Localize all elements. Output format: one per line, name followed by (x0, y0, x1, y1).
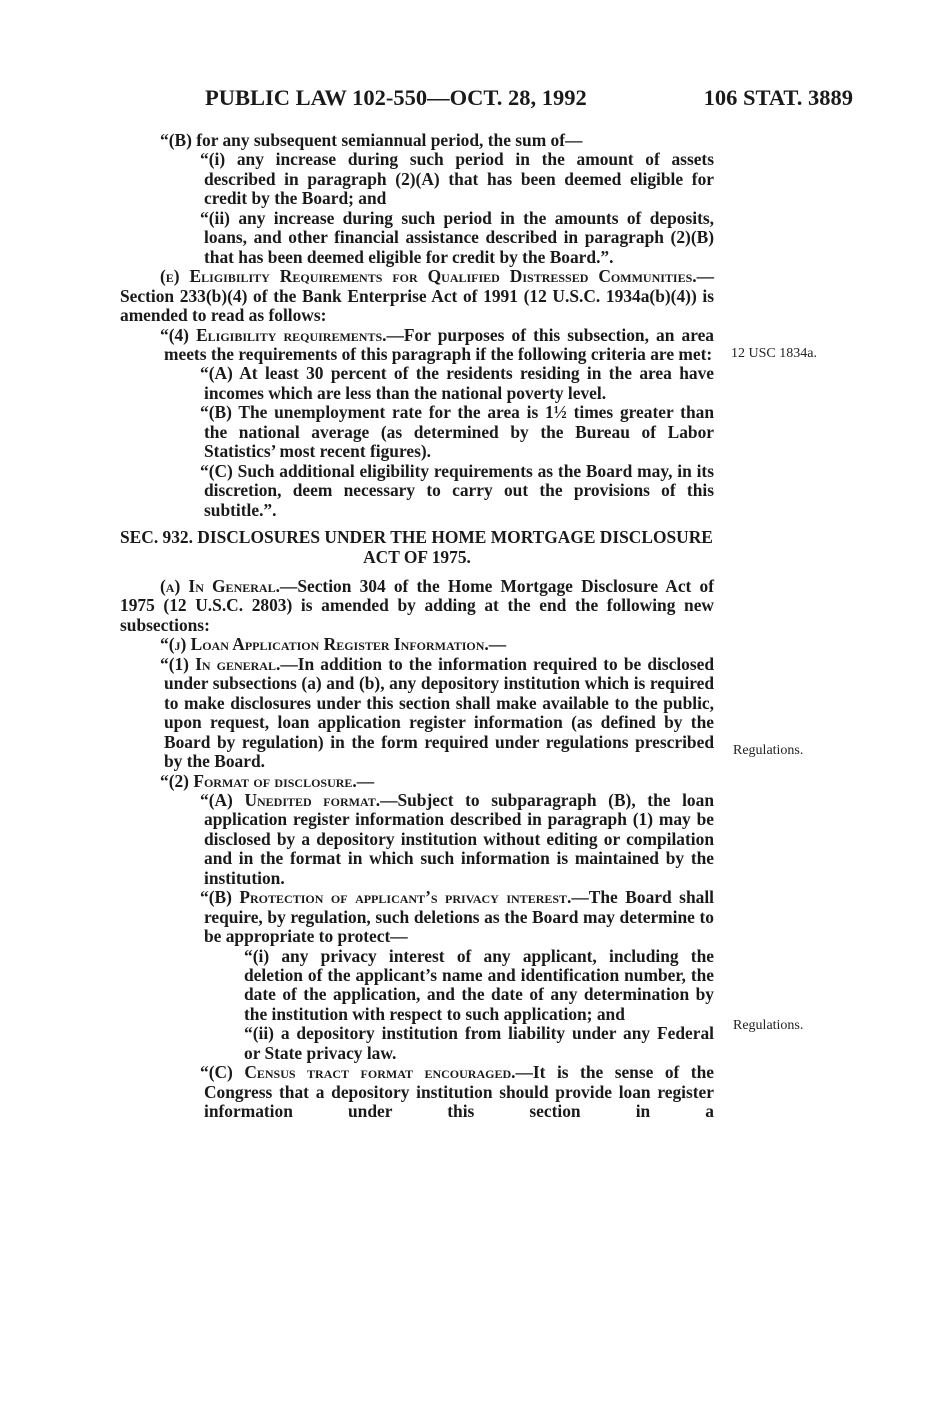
paragraph-heading: “(j) Loan Application Register Information. (160, 634, 489, 655)
statute-paragraph (120, 326, 714, 365)
statute-paragraph (120, 403, 714, 461)
paragraph-text: —Subject to subparagraph (B), the loan application register information described in paragraph (1) may be disclosed by a depository institution without editing or compilation and in the format in which such information is maintained by the institution. (204, 789, 714, 888)
statute-paragraph (120, 462, 714, 520)
statute-page-number: 106 STAT. 3889 (703, 85, 853, 110)
paragraph-text: — (356, 770, 375, 791)
paragraph-text: “(A) At least 30 percent of the residents residing in the area have incomes which are less than the national poverty level. (200, 363, 714, 403)
statute-paragraph (120, 131, 714, 150)
statute-paragraph (120, 1024, 714, 1063)
page-header (205, 82, 853, 114)
paragraph-heading: (e) Eligibility Requirements for Qualified Distressed Communities. (160, 266, 697, 287)
paragraph-heading: “(4) Eligibility requirements. (160, 324, 387, 345)
paragraph-text: —For purposes of this subsection, an area meets the requirements of this paragraph if the following criteria are met: (164, 324, 715, 364)
statute-paragraph (120, 655, 714, 772)
paragraph-heading: “(1) In general. (160, 653, 281, 674)
paragraph-heading: (a) In General. (160, 575, 280, 596)
paragraph-text: —In addition to the information required to be disclosed under subsections (a) and (b), any depository institution which is required to make disclosures under this section shall make available to the public, upon request, loan application register information (as defined by the Board by regulation) in the form required under regulations prescribed by the Board. (164, 653, 715, 772)
paragraph-heading: “(A) Unedited format. (200, 789, 381, 810)
section-heading (120, 528, 714, 567)
margin-note-regulations: Regulations. (733, 1018, 804, 1033)
paragraph-text: “(ii) a depository institution from liability under any Federal or State privacy law. (244, 1023, 714, 1063)
paragraph-text: —Section 233(b)(4) of the Bank Enterprise Act of 1991 (12 U.S.C. 1934a(b)(4)) is amended to read as follows: (120, 266, 714, 326)
statute-paragraph (120, 947, 714, 1025)
paragraph-text: “(i) any privacy interest of any applicant, including the deletion of the applicant’s name and identification number, the date of the application, and the date of any determination by the institution with respect to such application; and (244, 945, 714, 1024)
paragraph-text: —The Board shall require, by regulation, such deletions as the Board may determine to be appropriate to protect— (204, 887, 714, 947)
margin-note-citation: 12 USC 1834a. (731, 346, 817, 361)
statute-paragraph (120, 1063, 714, 1121)
running-head: PUBLIC LAW 102-550—OCT. 28, 1992 (205, 85, 587, 110)
statute-paragraph (120, 209, 714, 267)
statute-paragraph (120, 791, 714, 888)
statute-paragraph (120, 577, 714, 635)
paragraph-text: —It is the sense of the Congress that a depository institution should provide loan register information under this section in a (204, 1062, 714, 1122)
paragraph-heading: “(2) Format of disclosure. (160, 770, 357, 791)
section-heading-continuation: ACT OF 1975. (363, 546, 471, 567)
paragraph-text: “(C) Such additional eligibility requirements as the Board may, in its discretion, deem necessary to carry out the provisions of this subtitle.”. (200, 460, 714, 520)
paragraph-text: —Section 304 of the Home Mortgage Disclosure Act of 1975 (12 U.S.C. 2803) is amended by adding at the end the following new subsections: (120, 575, 714, 635)
paragraph-heading: “(B) Protection of applicant’s privacy interest. (200, 887, 572, 908)
statute-paragraph (120, 772, 714, 791)
statute-paragraph (120, 888, 714, 946)
margin-note-regulations: Regulations. (733, 743, 804, 758)
paragraph-text: SEC. 932. DISCLOSURES UNDER THE HOME MORTGAGE DISCLOSURE (120, 527, 713, 548)
statute-paragraph (120, 635, 714, 654)
statute-paragraph (120, 267, 714, 325)
paragraph-heading: “(C) Census tract format encouraged. (200, 1062, 516, 1083)
paragraph-text: “(B) The unemployment rate for the area is 1½ times greater than the national average (as determined by the Bureau of Labor Statistics’ most recent figures). (200, 402, 714, 462)
statute-paragraph (120, 364, 714, 403)
paragraph-text: “(i) any increase during such period in the amount of assets described in paragraph (2)(A) that has been deemed eligible for credit by the Board; and (200, 149, 714, 209)
statute-body (120, 131, 714, 1122)
paragraph-text: “(B) for any subsequent semiannual period, the sum of— (160, 130, 583, 150)
paragraph-text: — (488, 634, 507, 655)
paragraph-text: “(ii) any increase during such period in the amounts of deposits, loans, and other financial assistance described in paragraph (2)(B) that has been deemed eligible for credit by the Board.”. (200, 207, 714, 267)
statute-paragraph (120, 150, 714, 208)
